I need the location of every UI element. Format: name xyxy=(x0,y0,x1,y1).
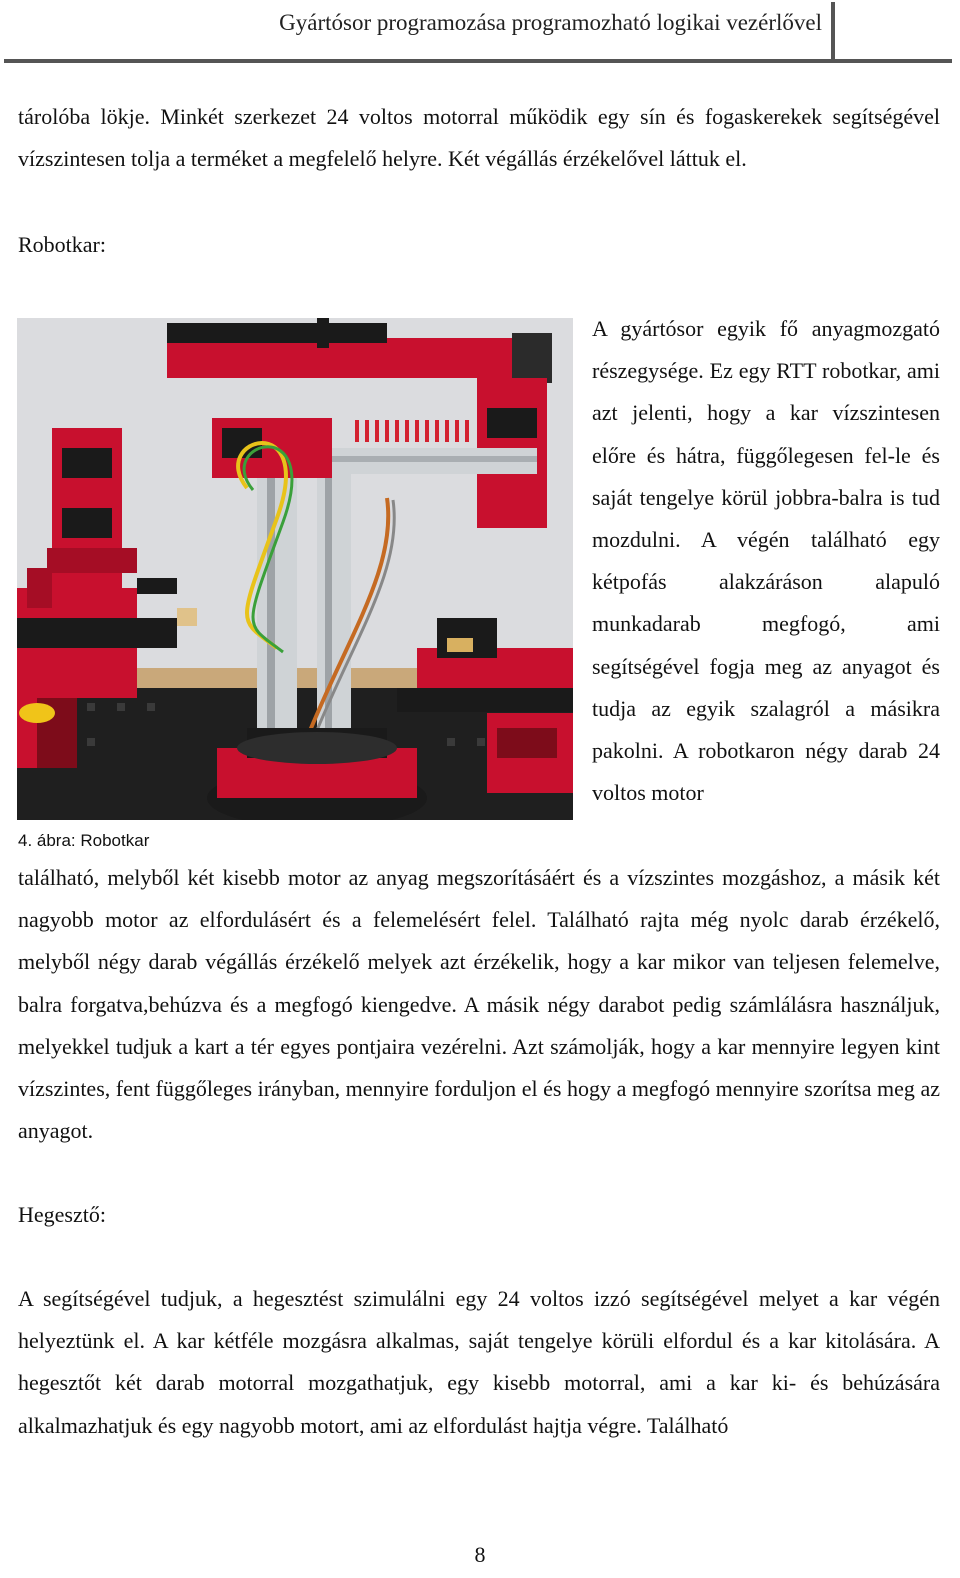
robot-arm-photo xyxy=(17,318,573,820)
robotkar-continuation: található, melyből két kisebb motor az anyag megszorításáért és a vízszintes mozgáshoz, a másik két nagyobb motor az elfordulásért és a felemelésért felel. Található rajta még nyolc darab érzékelő, melyből négy darab végállás érzékelő melyek azt érzékelik, hogy a kar mikor van teljesen felemelve, balra forgatva,behúzva és a megfogó kiengedve. A másik négy darabot pedig számlálásra használjuk, melyekkel tudjuk a kart a tér egyes pontjaira vezérelni. Azt számolják, hogy a kar mennyire legyen kint vízszintes, fent függőleges irányban, mennyire forduljon el és hogy a megfogó mennyire szorítsa meg az anyagot. xyxy=(18,865,940,1144)
page-header xyxy=(0,0,960,64)
robot-arm-illustration xyxy=(17,318,573,820)
hegeszto-paragraph: A segítségével tudjuk, a hegesztést szimulálni egy 24 voltos izzó segítségével melyet a kar végén helyeztünk el. A kar kétféle mozgásra alkalmas, saját tengelye körüli elfordul és a kar kitolására. A hegesztőt két darab motorral mozgathatjuk, egy kisebb motorral, ami a kar ki- és behúzására alkalmazhatjuk és egy nagyobb motort, ami az elfordulást hajtja végre. Található xyxy=(18,1286,940,1438)
section-heading-hegeszto: Hegesztő: xyxy=(18,1202,106,1227)
header-divider-horizontal xyxy=(4,59,952,63)
figure-caption: 4. ábra: Robotkar xyxy=(18,831,150,850)
section-heading-robotkar: Robotkar: xyxy=(18,232,106,257)
intro-paragraph: tárolóba lökje. Minkét szerkezet 24 voltos motorral működik egy sín és fogaskerekek segítségével vízszintesen tolja a terméket a megfelelő helyre. Két végállás érzékelővel láttuk el. xyxy=(18,104,940,172)
page-number: 8 xyxy=(474,1542,486,1567)
header-title: Gyártósor programozása programozható logikai vezérlővel xyxy=(279,10,822,35)
robotkar-description: A gyártósor egyik fő anyagmozgató részegysége. Ez egy RTT robotkar, ami azt jelenti, hogy a kar vízszintesen előre és hátra, függőlegesen fel-le és saját tengelye körül jobbra-balra is tud mozdulni. A végén található egy kétpofás alakzáráson alapuló munkadarab megfogó, ami segítségével fogja meg az anyagot és tudja az egyik szalagról a másikra pakolni. A robotkaron négy darab 24 voltos motor xyxy=(592,316,940,806)
header-divider-vertical xyxy=(831,2,835,60)
